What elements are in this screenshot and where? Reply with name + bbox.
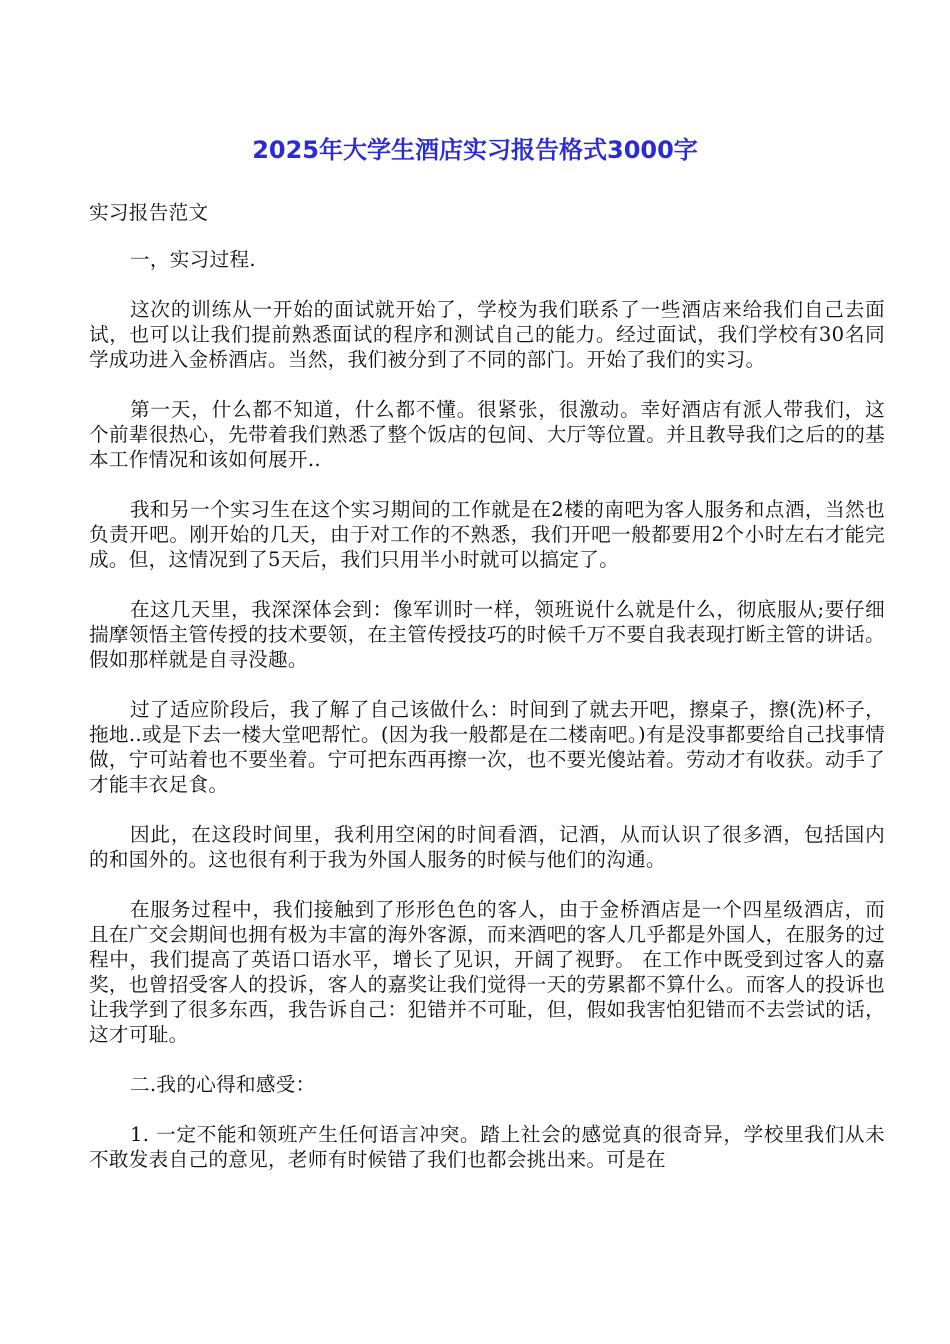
document-body <box>89 200 885 1197</box>
paragraph: 在服务过程中，我们接触到了形形色色的客人，由于金桥酒店是一个四星级酒店，而且在广交会期间也拥有极为丰富的海外客源，而来酒吧的客人几乎都是外国人，在服务的过程中，我们提高了英语口语水平，增长了见识，开阔了视野。 在工作中既受到过客人的嘉奖，也曾招受客人的投诉，客人的嘉奖让我们觉得一天的劳累都不算什么。而客人的投诉也让我学到了很多东西，我告诉自己：犯错并不可耻，但，假如我害怕犯错而不去尝试的话，这才可耻。 <box>89 898 885 1046</box>
paragraph: 因此，在这段时间里，我利用空闲的时间看酒，记酒，从而认识了很多酒，包括国内的和国外的。这也很有利于我为外国人服务的时候与他们的沟通。 <box>89 823 885 871</box>
section-label: 实习报告范文 <box>89 201 209 224</box>
paragraph: 第一天，什么都不知道，什么都不懂。很紧张，很激动。幸好酒店有派人带我们，这个前辈很热心，先带着我们熟悉了整个饭店的包间、大厅等位置。并且教导我们之后的的基本工作情况和该如何展开.. <box>89 398 885 471</box>
paragraph: 1. 一定不能和领班产生任何语言冲突。踏上社会的感觉真的很奇异，学校里我们从未不敢发表自己的意见，老师有时候错了我们也都会挑出来。可是在 <box>89 1123 885 1171</box>
paragraph: 我和另一个实习生在这个实习期间的工作就是在2楼的南吧为客人服务和点酒，当然也负责开吧。刚开始的几天，由于对工作的不熟悉，我们开吧一般都要用2个小时左右才能完成。但，这情况到了5天后，我们只用半小时就可以搞定了。 <box>89 498 885 571</box>
paragraph: 在这几天里，我深深体会到：像军训时一样，领班说什么就是什么，彻底服从;要仔细揣摩领悟主管传授的技术要领，在主管传授技巧的时候千万不要自我表现打断主管的讲话。假如那样就是自寻没趣。 <box>89 598 885 671</box>
heading-experience: 二.我的心得和感受： <box>130 1073 316 1096</box>
paragraph: 这次的训练从一开始的面试就开始了，学校为我们联系了一些酒店来给我们自己去面试，也可以让我们提前熟悉面试的程序和测试自己的能力。经过面试，我们学校有30名同学成功进入金桥酒店。当然，我们被分到了不同的部门。开始了我们的实习。 <box>89 298 885 371</box>
document-title: 2025年大学生酒店实习报告格式3000字 <box>252 136 698 164</box>
paragraph: 过了适应阶段后，我了解了自己该做什么：时间到了就去开吧，擦桌子，擦(洗)杯子，拖地..或是下去一楼大堂吧帮忙。(因为我一般都是在二楼南吧。)有是没事都要给自己找事情做，宁可站着也不要坐着。宁可把东西再擦一次，也不要光傻站着。劳动才有收获。动手了才能丰衣足食。 <box>89 698 885 796</box>
heading-internship-process: 一，实习过程. <box>130 248 256 271</box>
